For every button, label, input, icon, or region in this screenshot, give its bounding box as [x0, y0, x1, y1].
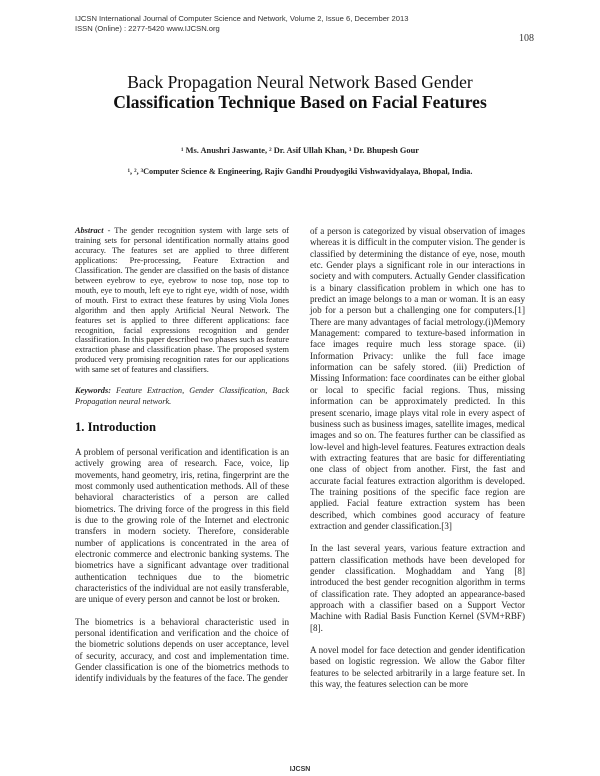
footer-logo-text: IJCSN: [289, 766, 311, 773]
author-list: ¹ Ms. Anushri Jaswante, ² Dr. Asif Ullah Khan, ³ Dr. Bhupesh Gour: [181, 146, 419, 155]
right-column: [310, 226, 525, 690]
keywords-text: Feature Extraction, Gender Classification, Back Propagation neural network.: [75, 386, 289, 406]
right-paragraph-1: of a person is categorized by visual observation of images whereas it is difficult in the computer vision. The gender is classified by determining the distance of eye, nose, mouth etc. Gender plays a significant role in our interactions in society and with computers. Actually Gender classification is a binary classification problem in which one has to predict an image belongs to a man or woman. It is an easy job for a person but a challenging one for computers.[1] There are many advantages of facial metrology.(i)Memory Management: compared to texture-based information in face images require much less storage space. (ii) Information Privacy: unlike the full face image information can be safely stored. (iii) Prediction of Missing Information: face coordinates can be either global or local to specific facial regions. Thus, missing information can be approximately predicted. In this present scenario, image plays vital role in every aspect of business such as business images, satellite images, medical images and so on. The features further can be classified as low-level and high-level features. Features extraction deals with extracting features that are basic for differentiating one class of object from another. First, the fast and accurate facial features extraction algorithm is developed. The training positions of the specific face region are applied. Facial feature extraction system has been described, which combines good accuracy of feature extraction and gender classification.[3]: [310, 226, 525, 531]
section-heading-introduction: 1. Introduction: [75, 419, 156, 434]
keywords-label: Keywords:: [75, 386, 111, 396]
affiliation: ¹, ², ³Computer Science & Engineering, Rajiv Gandhi Proudyogiki Vishwavidyalaya, Bhopal, India.: [127, 167, 473, 176]
intro-paragraph-2: The biometrics is a behavioral characteristic used in personal identification and verification and the choice of the biometric solutions depends on user acceptance, level of security, accuracy, and cost and implementation time. Gender classification is one of the biometrics methods to identify individuals by the features of the face. The gender: [75, 616, 289, 684]
abstract: [75, 226, 289, 375]
journal-line: IJCSN International Journal of Computer Science and Network, Volume 2, Issue 6, December 2013: [75, 14, 409, 23]
title-line-2: Classification Technique Based on Facial Features: [113, 92, 487, 112]
abstract-label: Abstract: [75, 226, 104, 235]
paper-title: [60, 72, 540, 112]
keywords: [75, 386, 289, 407]
right-paragraph-3: A novel model for face detection and gender identification based on logistic regression. We allow the Gabor filter features to be selected arbitrarily in a large feature set. In this way, the features selection can be more: [310, 645, 525, 690]
abstract-text: - The gender recognition system with large sets of training sets for personal identification normally attains good accuracy. The features set are applied to three different applications: Pre-processing, Feature Extraction and Classification. The gender are classified on the basis of distance between eyebrow to eye, eyebrow to nose top, nose top to mouth, eye to mouth, left eye to right eye, width of nose, width of mouth. First to extract these features by using Viola Jones algorithm and then apply Artificial Neural Network. The features set is applied to three different applications: face recognition, facial expressions recognition and gender classification. In this paper described two phases such as feature extraction phase and classification phase. The proposed system produced very promising recognition rates for our applications with same set of features and classifiers.: [75, 226, 289, 375]
issn-line: ISSN (Online) : 2277-5420 www.IJCSN.org: [75, 23, 220, 33]
left-column: [75, 226, 289, 685]
page-number: 108: [519, 33, 534, 44]
right-paragraph-2: In the last several years, various feature extraction and pattern classification methods have been developed for gender classification. Moghaddam and Yang [8] introduced the best gender recognition algorithm in terms of classification rate. They adopted an appearance-based approach with a classifier based on a Support Vector Machine with Radial Basis Function Kernel (SVM+RBF)[8].: [310, 543, 525, 633]
intro-paragraph-1: A problem of personal verification and identification is an actively growing area of research. Face, voice, lip movements, hand geometry, iris, retina, fingerprint are the most commonly used authentication methods. All of these behavioral characteristics of a person are called biometrics. The driving force of the progress in this field is due to the growing role of the Internet and electronic transfers in modern society. Therefore, considerable number of applications is concentrated in the area of electronic commerce and electronic banking systems. The biometrics have a significant advantage over traditional authentication techniques due to the biometric characteristics of the individual are not easily transferable, are unique of every person and cannot be lost or broken.: [75, 446, 289, 605]
title-line-1: Back Propagation Neural Network Based Gender: [127, 72, 473, 92]
journal-header: [75, 14, 408, 33]
